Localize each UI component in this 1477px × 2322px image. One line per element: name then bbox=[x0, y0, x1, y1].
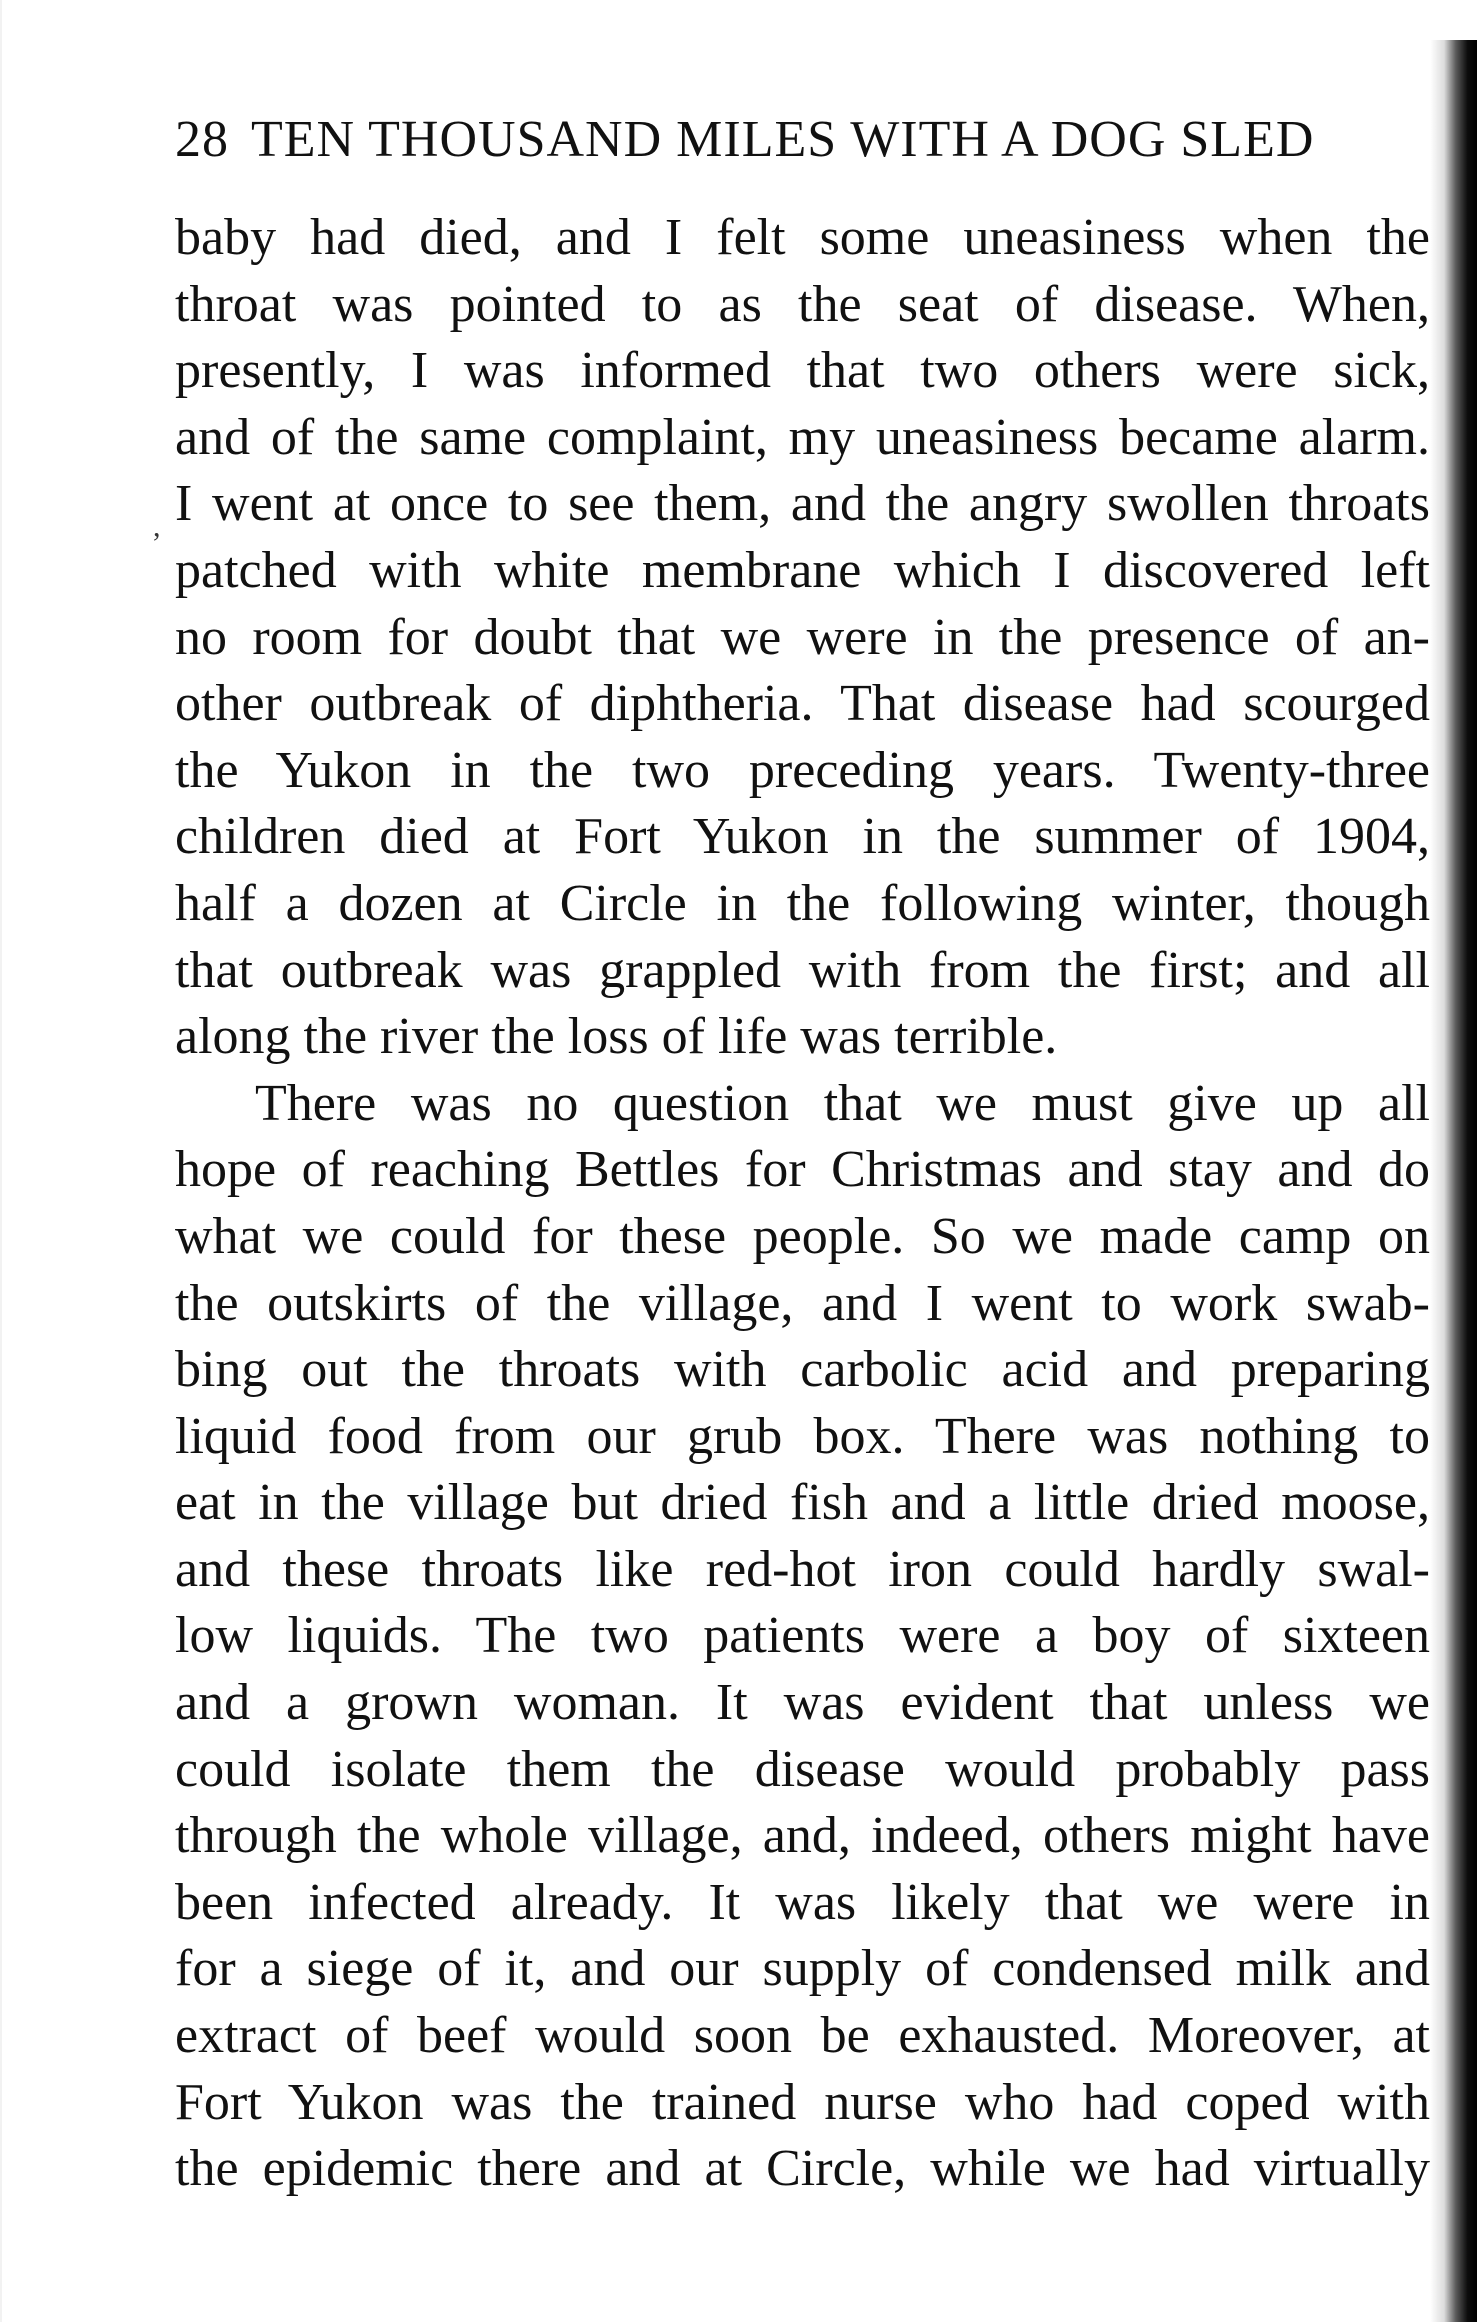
text-line: the epidemic there and at Circle, while we had virtually bbox=[175, 2140, 1430, 2198]
text-line: and a grown woman. It was evident that unless we bbox=[175, 1674, 1430, 1732]
text-line: through the whole village, and, indeed, others might have bbox=[175, 1807, 1430, 1865]
text-line: hope of reaching Bettles for Christmas and stay and do bbox=[175, 1141, 1430, 1199]
text-line: the outskirts of the village, and I went to work swab- bbox=[175, 1274, 1430, 1332]
text-line: eat in the village but dried fish and a little dried moose, bbox=[175, 1474, 1430, 1532]
page-number: 28 bbox=[175, 111, 229, 168]
text-line: what we could for these people. So we made camp on bbox=[175, 1207, 1430, 1265]
text-line: that outbreak was grappled with from the first; and all bbox=[175, 941, 1430, 999]
body-text bbox=[175, 205, 1430, 2203]
text-line: baby had died, and I felt some uneasiness when the bbox=[175, 209, 1430, 266]
text-line: liquid food from our grub box. There was nothing to bbox=[175, 1407, 1430, 1465]
text-line: Fort Yukon was the trained nurse who had coped with bbox=[175, 2073, 1430, 2131]
text-line: throat was pointed to as the seat of disease. When, bbox=[175, 275, 1430, 333]
text-line: half a dozen at Circle in the following winter, though bbox=[175, 874, 1430, 932]
text-line: extract of beef would soon be exhausted. Moreover, at bbox=[175, 2007, 1430, 2065]
text-line: bing out the throats with carbolic acid and preparing bbox=[175, 1341, 1430, 1399]
page-fold-shadow bbox=[0, 0, 2, 2322]
text-line: low liquids. The two patients were a boy of sixteen bbox=[175, 1607, 1430, 1665]
text-line: and these throats like red-hot iron could hardly swal- bbox=[175, 1540, 1430, 1598]
text-line: the Yukon in the two preceding years. Twenty-three bbox=[175, 741, 1430, 799]
paragraph-start-line: There was no question that we must give up all bbox=[255, 1074, 1430, 1132]
text-line: presently, I was informed that two others were sick, bbox=[175, 342, 1430, 400]
text-line: could isolate them the disease would probably pass bbox=[175, 1740, 1430, 1798]
text-line: other outbreak of diphtheria. That disease had scourged bbox=[175, 675, 1430, 733]
text-line: for a siege of it, and our supply of condensed milk and bbox=[175, 1940, 1430, 1998]
text-line: and of the same complaint, my uneasiness became alarm. bbox=[175, 408, 1430, 466]
text-line: no room for doubt that we were in the presence of an- bbox=[175, 608, 1430, 666]
binding-shadow bbox=[1430, 0, 1477, 2322]
running-header bbox=[175, 105, 1365, 175]
text-line: children died at Fort Yukon in the summer of 1904, bbox=[175, 808, 1430, 866]
running-title: TEN THOUSAND MILES WITH A DOG SLED bbox=[251, 111, 1315, 168]
text-line: I went at once to see them, and the angry swollen throats bbox=[175, 475, 1430, 533]
text-line: patched with white membrane which I discovered left bbox=[175, 541, 1430, 599]
binding-top-gap bbox=[1430, 0, 1477, 40]
paragraph-end-line: along the river the loss of life was terrible. bbox=[175, 1008, 1058, 1066]
margin-mark: , bbox=[153, 510, 161, 543]
text-line: been infected already. It was likely that we were in bbox=[175, 1873, 1430, 1931]
